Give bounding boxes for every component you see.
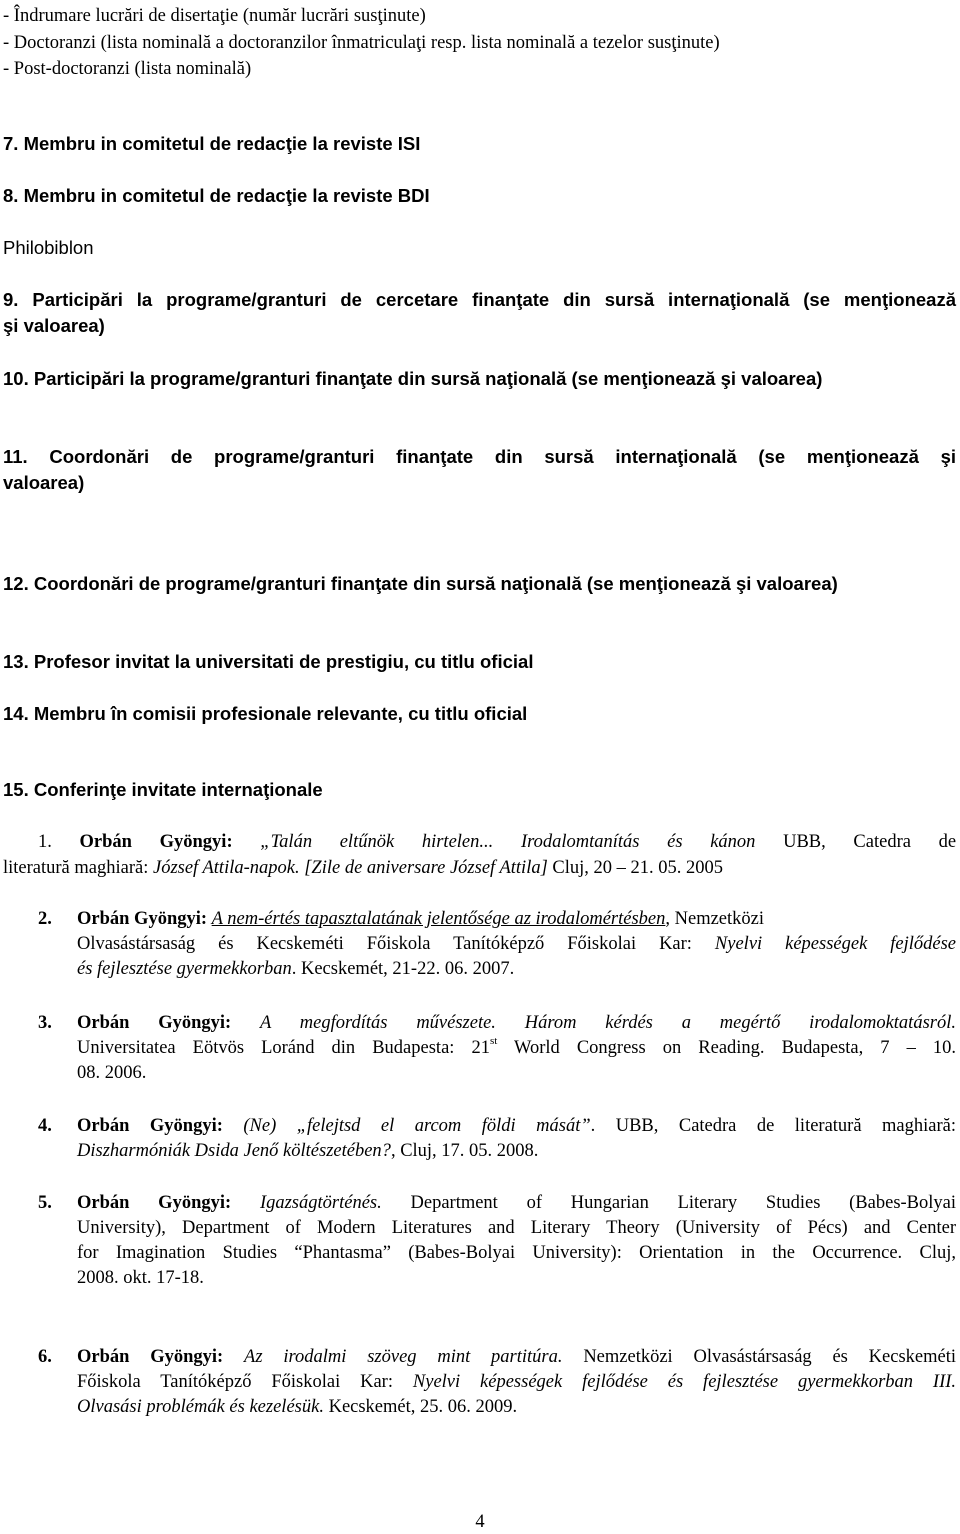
ref-6-number: 6.	[38, 1347, 52, 1367]
section-14: 14. Membru în comisii profesionale relevante, cu titlu oficial	[3, 703, 528, 724]
ref-3-body: Orbán Gyöngyi: A megfordítás művészete. Három kérdés a megértő irodalomoktatásról. Universitatea Eötvös Loránd din Budapesta: 21st World Congress on Reading. Budapesta, 7 – 10. 08. 2006.	[77, 1013, 956, 1083]
bullet-doctoral: - Doctoranzi (lista nominală a doctoranzilor înmatriculaţi resp. lista nominală a tezelor susţinute)	[3, 33, 720, 53]
section-15: 15. Conferinţe invitate internaţionale	[3, 779, 323, 800]
section-12: 12. Coordonări de programe/granturi finanţate din sursă naţională (se menţionează şi valoarea)	[3, 573, 838, 594]
section-8-value: Philobiblon	[3, 237, 94, 258]
page-number: 4	[475, 1512, 485, 1532]
section-9-line1: 9. Participări la programe/granturi de cercetare finanţate din sursă internaţională (se menţionează	[3, 289, 956, 310]
ref-5-body: Orbán Gyöngyi: Igazságtörténés. Department of Hungarian Literary Studies (Babes-Bolyai University), Department of Modern Literatures and Literary Theory (University of Pécs) and Center for Imagination Studies “Phantasma” (Babes-Bolyai University): Orientation in the Occurrence. Cluj, 2008. okt. 17-18.	[77, 1193, 957, 1288]
ref-3-number: 3.	[38, 1013, 52, 1033]
ref-1-line2: literatură maghiară: József Attila-napok. [Zile de aniversare József Attila] Cluj, 20 – 21. 05. 2005	[3, 858, 724, 878]
ref-4-body: Orbán Gyöngyi: (Ne) „felejtsd el arcom földi mását”. UBB, Catedra de literatură maghiară: Diszharmóniák Dsida Jenő költészetében?, Cluj, 17. 05. 2008.	[77, 1116, 956, 1161]
section-8: 8. Membru in comitetul de redacţie la reviste BDI	[3, 185, 430, 206]
bullet-postdoc: - Post-doctoranzi (lista nominală)	[3, 59, 252, 79]
ref-1-line1: 1. Orbán Gyöngyi: „Talán eltűnök hirtelen... Irodalomtanítás és kánon UBB, Catedra de	[38, 832, 957, 852]
section-10: 10. Participări la programe/granturi finanţate din sursă naţională (se menţionează şi valoarea)	[3, 368, 823, 389]
ref-4-number: 4.	[38, 1116, 52, 1136]
section-7: 7. Membru in comitetul de redacţie la reviste ISI	[3, 133, 421, 154]
section-11-line1: 11. Coordonări de programe/granturi finanţate din sursă internaţională (se menţionează şi	[3, 446, 956, 467]
ref-6-body: Orbán Gyöngyi: Az irodalmi szöveg mint partitúra. Nemzetközi Olvasástársaság és Kecskeméti Főiskola Tanítóképző Főiskolai Kar: Nyelvi képességek fejlődése és fejlesztése gyermekkorban III. Olvasási problémák és kezelésük. Kecskemét, 25. 06. 2009.	[77, 1347, 957, 1417]
section-13: 13. Profesor invitat la universitati de prestigiu, cu titlu oficial	[3, 651, 534, 672]
ref-2-number: 2.	[38, 909, 52, 929]
bullet-dissertation: - Îndrumare lucrări de disertaţie (număr lucrări susţinute)	[3, 6, 426, 26]
section-11-line2: valoarea)	[3, 472, 85, 493]
ref-2-body: Orbán Gyöngyi: A nem-értés tapasztalatának jelentősége az irodalomértésben, Nemzetközi Olvasástársaság és Kecskeméti Főiskola Tanítóképző Főiskolai Kar: Nyelvi képességek fejlődése és fejlesztése gyermekkorban. Kecskemét, 21-22. 06. 2007.	[77, 909, 957, 979]
section-9-line2: şi valoarea)	[3, 315, 105, 336]
ref-5-number: 5.	[38, 1193, 52, 1213]
